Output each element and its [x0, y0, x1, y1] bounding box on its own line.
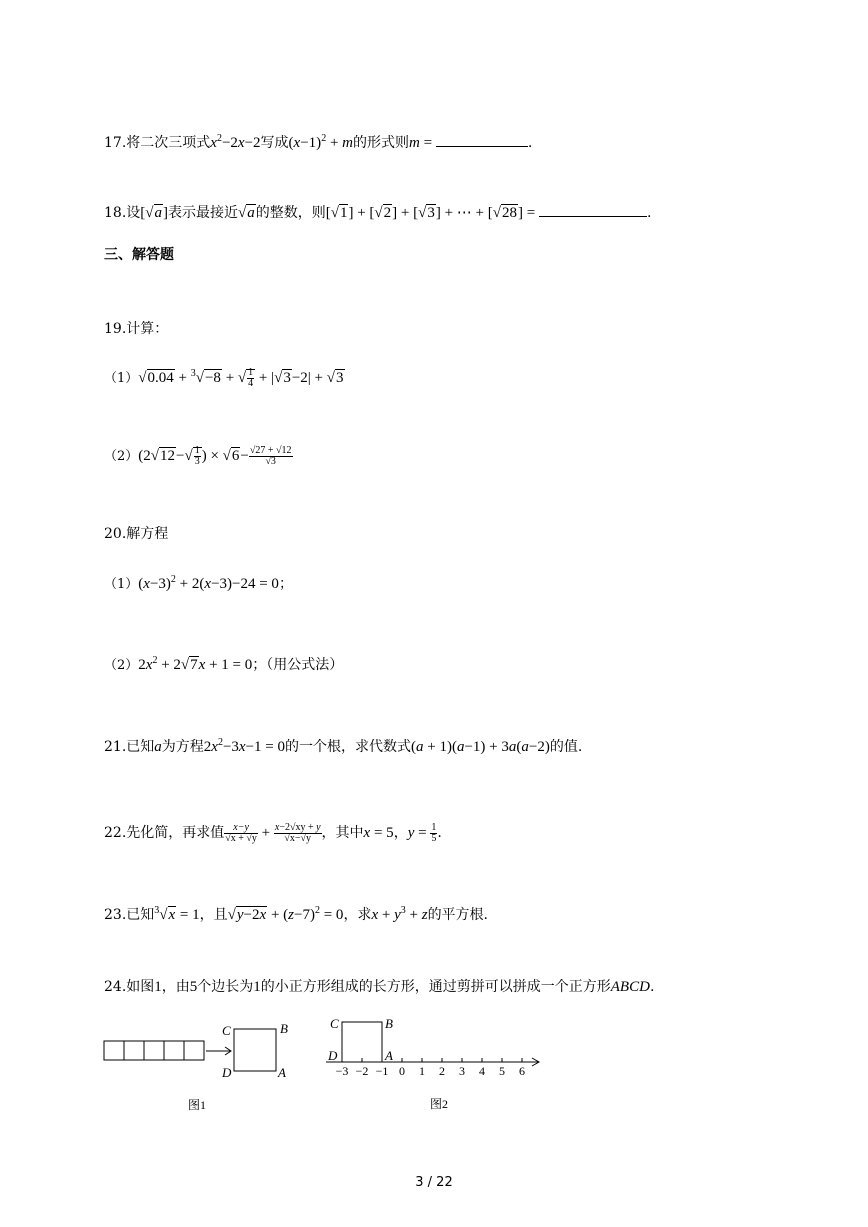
label-a: A [278, 1065, 286, 1080]
square-abcd-1 [234, 1029, 276, 1071]
section-3-heading: 三、解答题 [104, 247, 174, 263]
question-20-part-2: $(2)2x^2 + 2√7x + 1 = 0$；（用公式法） [104, 655, 344, 673]
label-b: B [280, 1021, 288, 1036]
number-line-ticks [336, 1058, 525, 1078]
label-c: C [222, 1023, 231, 1038]
question-17: 17.将二次三项式$x^2-2x-2$写成$(x-1)^2 + m$的形式则m = . [104, 133, 533, 151]
fig2-label-d: D [328, 1048, 338, 1063]
question-22: 22.先化简，再求值 $\frac{x-y}{√x + √y}$ + $\frac{x-2√xy + y}{√x-√y}$ ，其中x = 5，y = $\frac{1}{5}$ . [104, 822, 442, 845]
five-squares-strip [104, 1041, 204, 1060]
question-19-part-1: （1）√0.04 + $^3$√−8 + √ $\frac{1}{4}$ + |√3−2| + √3 [104, 367, 344, 390]
tick-label: 0 [399, 1064, 405, 1078]
fig2-label-c: C [330, 1016, 339, 1031]
fig2-label-a: A [385, 1048, 393, 1063]
question-21: 21.已知a为方程$2x^2-3x-1 = 0$的一个根，求代数式(a + 1)(a−1) + 3a(a−2)的值. [104, 737, 583, 755]
tick-label: 6 [519, 1064, 525, 1078]
question-18: 18.设[√a]表示最接近√a的整数，则[√1] + [√2] + [√3] + ⋯ + [√28] = . [104, 202, 651, 223]
page-number: 3 / 22 [415, 1175, 453, 1190]
tick-label: 1 [419, 1064, 425, 1078]
arrow-icon [206, 1047, 231, 1055]
answer-blank-18[interactable] [539, 202, 647, 217]
square-abcd-2 [342, 1022, 382, 1062]
tick-label: −3 [335, 1064, 349, 1078]
question-19-title: 19.计算： [104, 321, 169, 337]
tick-label: 2 [439, 1064, 445, 1078]
question-19-part-2: （2）(2√12−√ $\frac{1}{3}$ ) × √6− $\frac{√27 + √12}{√3}$ [104, 445, 292, 468]
question-20-title: 20.解方程 [104, 526, 169, 542]
figure-2-caption: 图2 [430, 1097, 449, 1111]
fig2-label-b: B [385, 1016, 393, 1031]
tick-label: −2 [355, 1064, 369, 1078]
figure-1 [100, 1015, 300, 1115]
question-20-part-1: $(1)(x-3)^2 + 2(x-3)-24 = 0$； [104, 574, 293, 592]
tick-label: −1 [375, 1064, 389, 1078]
question-23: 23.已知$^3$√x = 1，且$√y-2x + (z-7)^2 = 0$，求$x + y^3 + z$的平方根. [104, 905, 489, 923]
tick-label: 3 [459, 1064, 465, 1078]
label-d: D [222, 1065, 232, 1080]
figure-2 [320, 1012, 550, 1116]
tick-label: 4 [479, 1064, 485, 1078]
answer-blank-17[interactable] [436, 132, 528, 147]
figure-1-caption: 图1 [188, 1098, 207, 1112]
question-24: 24.如图1，由5个边长为1的小正方形组成的长方形，通过剪拼可以拼成一个正方形ABCD. [104, 979, 655, 995]
tick-label: 5 [499, 1064, 505, 1078]
